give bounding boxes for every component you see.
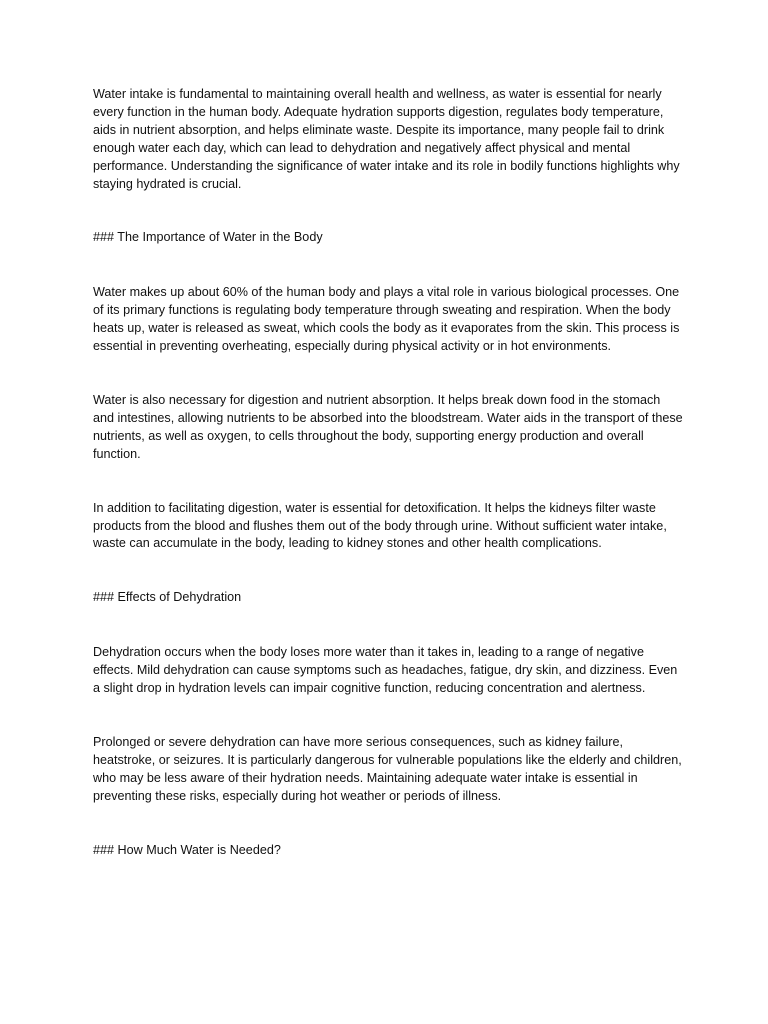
section-heading-dehydration: ### Effects of Dehydration — [93, 590, 242, 605]
section-heading-how-much-water: ### How Much Water is Needed? — [93, 842, 281, 857]
intro-paragraph: Water intake is fundamental to maintaining overall health and wellness, as water is essential for nearly every function in the human body. Adequate hydration supports digestion, regulates body temperature, aids in nutrient absorption, and helps eliminate waste. Despite its importance, many people fail to drink enough water each day, which can lead to dehydration and negatively affect physical and mental performance. Understanding the significance of water intake and its role in bodily functions highlights why staying hydrated is crucial. — [93, 87, 680, 191]
body-paragraph: Dehydration occurs when the body loses more water than it takes in, leading to a range of negative effects. Mild dehydration can cause symptoms such as headaches, fatigue, dry skin, and dizziness. Even a slight drop in hydration levels can impair cognitive function, reducing concentration and alertness. — [93, 645, 678, 696]
document-body — [93, 86, 683, 859]
body-paragraph: Water makes up about 60% of the human body and plays a vital role in various biological processes. One of its primary functions is regulating body temperature through sweating and respiration. When the body heats up, water is released as sweat, which cools the body as it evaporates from the skin. This process is essential in preventing overheating, especially during physical activity or in hot environments. — [93, 285, 680, 354]
body-paragraph: In addition to facilitating digestion, water is essential for detoxification. It helps the kidneys filter waste products from the blood and flushes them out of the body through urine. Without sufficient water intake, waste can accumulate in the body, leading to kidney stones and other health complications. — [93, 500, 667, 551]
section-heading-importance: ### The Importance of Water in the Body — [93, 230, 323, 245]
body-paragraph: Water is also necessary for digestion and nutrient absorption. It helps break down food in the stomach and intestines, allowing nutrients to be absorbed into the bloodstream. Water aids in the transport of these nutrients, as well as oxygen, to cells throughout the body, supporting energy production and overall function. — [93, 392, 683, 461]
body-paragraph: Prolonged or severe dehydration can have more serious consequences, such as kidney failure, heatstroke, or seizures. It is particularly dangerous for vulnerable populations like the elderly and children, who may be less aware of their hydration needs. Maintaining adequate water intake is essential in preventing these risks, especially during hot weather or periods of illness. — [93, 734, 682, 803]
